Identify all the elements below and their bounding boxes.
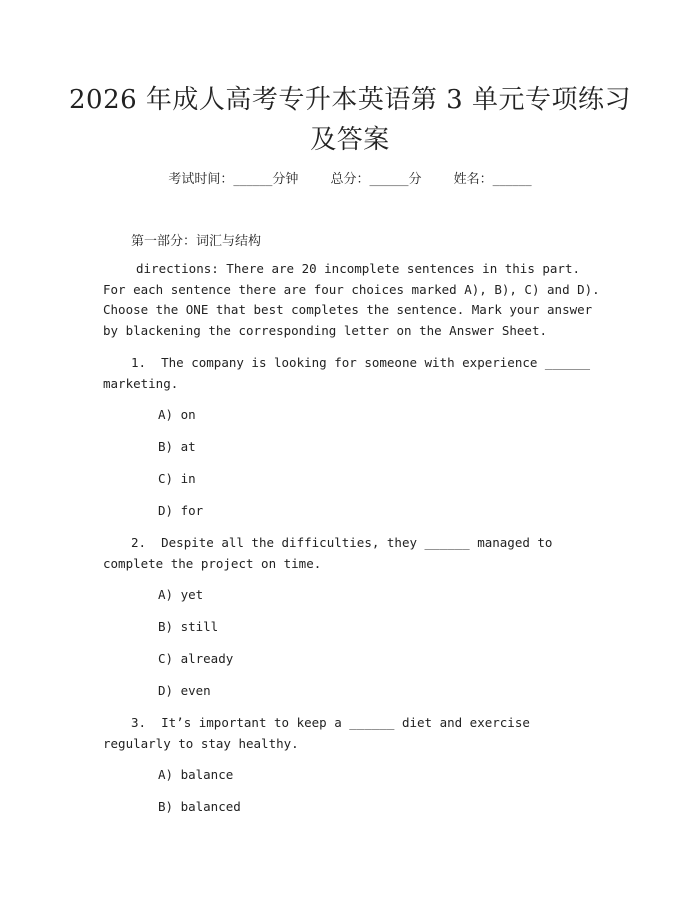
question-text: The company is looking for someone with experience ______ marketing. [103, 355, 591, 391]
question-1 [103, 353, 603, 394]
question-text: It’s important to keep a ______ diet and exercise regularly to stay healthy. [103, 715, 530, 751]
question-number: 2. [131, 535, 147, 550]
question-1-option-c: C) in [158, 471, 196, 486]
directions-paragraph: directions: There are 20 incomplete sentences in this part. For each sentence there are four choices marked A), B), C) and D). Choose the ONE that best completes the sentence. Mark your answer by blackening the corresponding letter on the Answer Sheet. [103, 261, 600, 338]
question-2-option-c: C) already [158, 651, 234, 666]
question-2-option-d: D) even [158, 683, 211, 698]
exam-info [0, 168, 700, 187]
question-2-option-a: A) yet [158, 587, 204, 602]
question-1-option-d: D) for [158, 503, 204, 518]
document-title: 2026 年成人高考专升本英语第 3 单元专项练习及答案 [68, 85, 631, 155]
exam-time-label: 考试时间：______分钟 [168, 172, 299, 187]
question-text: Despite all the difficulties, they ______ managed to complete the project on time. [103, 535, 553, 571]
name-label: 姓名：______ [453, 172, 532, 187]
question-3 [103, 713, 603, 754]
question-number: 1. [131, 355, 147, 370]
question-2-option-b: B) still [158, 619, 219, 634]
section-title: 第一部分：词汇与结构 [131, 234, 262, 249]
question-3-option-b: B) balanced [158, 799, 241, 814]
question-1-option-b: B) at [158, 439, 196, 454]
question-2 [103, 533, 603, 574]
total-score-label: 总分：______分 [330, 172, 422, 187]
question-number: 3. [131, 715, 147, 730]
question-3-option-a: A) balance [158, 767, 234, 782]
question-1-option-a: A) on [158, 407, 196, 422]
